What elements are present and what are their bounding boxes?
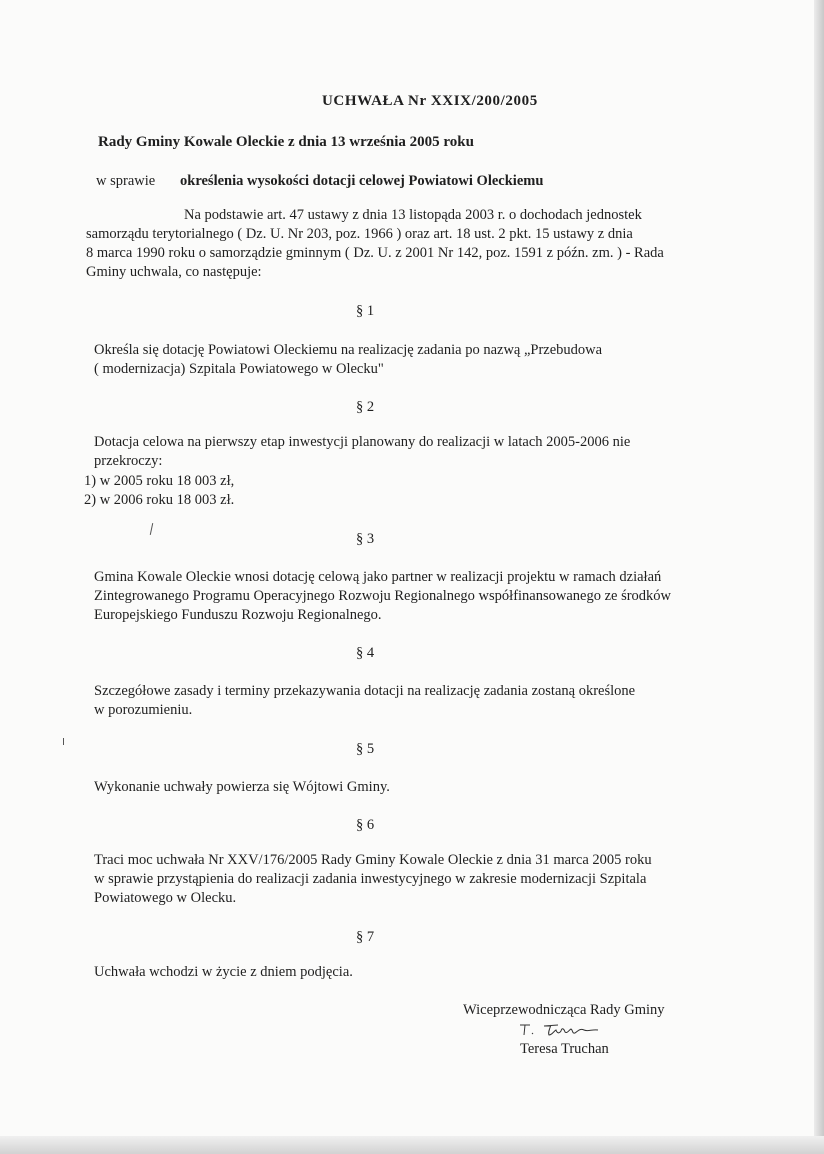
handwritten-signature	[518, 1021, 608, 1039]
section-2-line: Dotacja celowa na pierwszy etap inwestycji planowany do realizacji w latach 2005-2006 nie	[94, 434, 631, 450]
section-5-line: Wykonanie uchwały powierza się Wójtowi Gminy.	[94, 779, 390, 795]
section-3-line: Europejskiego Funduszu Rozwoju Regionalnego.	[94, 607, 382, 623]
section-heading-3: § 3	[356, 531, 375, 547]
section-heading-2: § 2	[356, 399, 375, 415]
section-heading-7: § 7	[356, 929, 375, 945]
section-heading-4: § 4	[356, 645, 375, 661]
section-7-line: Uchwała wchodzi w życie z dniem podjęcia.	[94, 964, 353, 980]
section-1-line: ( modernizacja) Szpitala Powiatowego w Olecku"	[94, 361, 384, 377]
section-1-line: Określa się dotację Powiatowi Oleckiemu na realizację zadania po nazwą „Przebudowa	[94, 342, 603, 358]
resolution-title: UCHWAŁA Nr XXIX/200/2005	[322, 93, 538, 109]
scan-speck	[63, 738, 64, 745]
subject-text: określenia wysokości dotacji celowej Powiatowi Oleckiemu	[180, 173, 544, 189]
section-2-line: 2) w 2006 roku 18 003 zł.	[84, 492, 235, 508]
section-heading-6: § 6	[356, 817, 375, 833]
section-4-line: Szczegółowe zasady i terminy przekazywania dotacji na realizację zadania zostaną określone	[94, 683, 636, 699]
resolution-subtitle: Rady Gminy Kowale Oleckie z dnia 13 września 2005 roku	[98, 134, 474, 150]
scan-edge-right	[814, 0, 824, 1154]
preamble-line: samorządu terytorialnego ( Dz. U. Nr 203, poz. 1966 ) oraz art. 18 ust. 2 pkt. 15 ustawy z dnia	[86, 226, 633, 242]
section-heading-5: § 5	[356, 741, 375, 757]
subject-label: w sprawie	[96, 173, 156, 189]
section-2-line: przekroczy:	[94, 453, 163, 469]
signature-role: Wiceprzewodnicząca Rady Gminy	[463, 1002, 665, 1018]
section-6-line: Powiatowego w Olecku.	[94, 890, 237, 906]
section-3-line: Zintegrowanego Programu Operacyjnego Rozwoju Regionalnego współfinansowanego ze środków	[94, 588, 672, 604]
scan-edge-bottom	[0, 1136, 824, 1154]
section-6-line: Traci moc uchwała Nr XXV/176/2005 Rady Gminy Kowale Oleckie z dnia 31 marca 2005 roku	[94, 852, 652, 868]
signature-name: Teresa Truchan	[520, 1041, 609, 1057]
preamble-line: Na podstawie art. 47 ustawy z dnia 13 listopąda 2003 r. o dochodach jednostek	[184, 207, 642, 223]
scan-speck	[150, 523, 153, 535]
section-3-line: Gmina Kowale Oleckie wnosi dotację celową jako partner w realizacji projektu w ramach działań	[94, 569, 662, 585]
section-heading-1: § 1	[356, 303, 375, 319]
section-2-line: 1) w 2005 roku 18 003 zł,	[84, 473, 235, 489]
section-6-line: w sprawie przystąpienia do realizacji zadania inwestycyjnego w zakresie modernizacji Szpitala	[94, 871, 647, 887]
preamble-line: 8 marca 1990 roku o samorządzie gminnym ( Dz. U. z 2001 Nr 142, poz. 1591 z późn. zm. ) - Rada	[86, 245, 664, 261]
preamble-line: Gminy uchwala, co następuje:	[86, 264, 262, 280]
section-4-line: w porozumieniu.	[94, 702, 193, 718]
